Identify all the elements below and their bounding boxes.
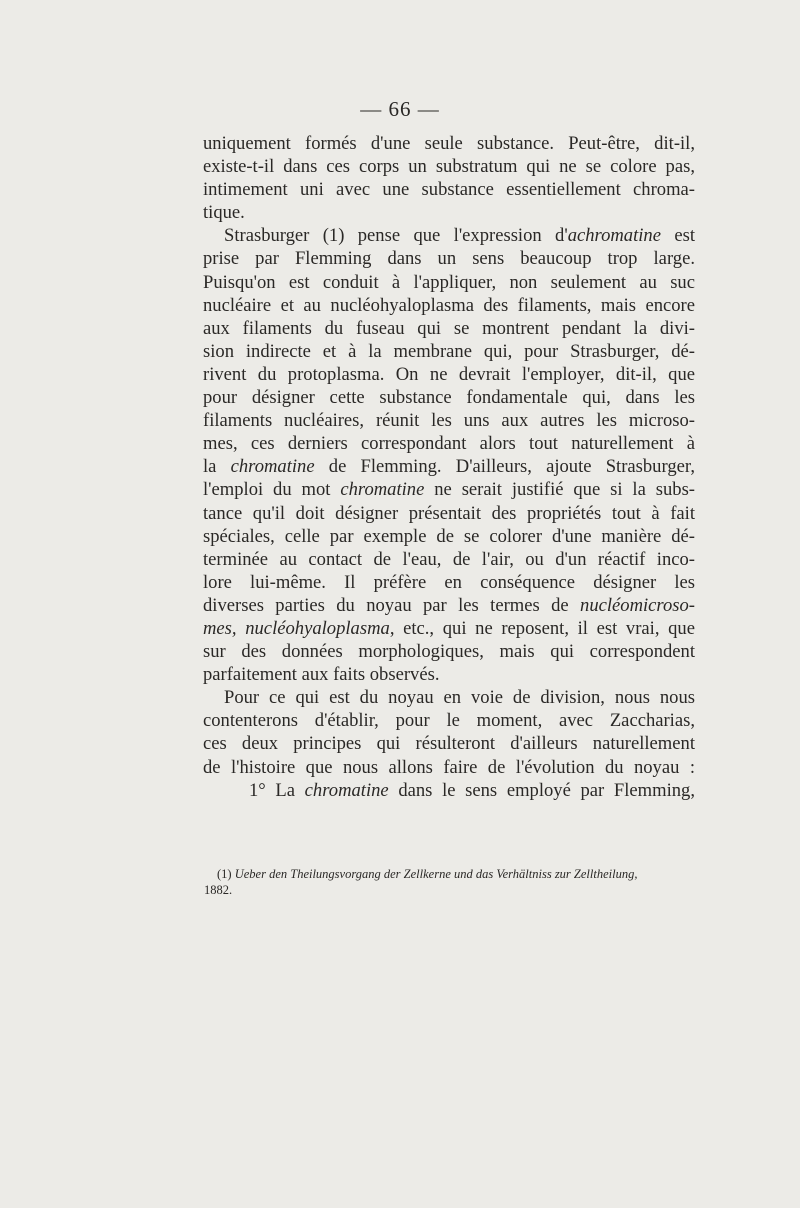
text-line: lore lui-même. Il préfère en conséquence désigner les: [203, 571, 695, 593]
text-line: sur des données morphologiques, mais qui correspondent: [203, 641, 695, 663]
text-line: 1° La chromatine dans le sens employé par Flemming,: [249, 779, 696, 801]
italic-term: chromatine: [304, 779, 389, 801]
text-line: parfaitement aux faits observés.: [203, 664, 440, 686]
footnote-year: 1882.: [204, 883, 233, 897]
text-line: ces deux principes qui résulteront d'ailleurs naturellement: [203, 733, 695, 755]
paragraph-2: [203, 224, 695, 686]
text-line: filaments nucléaires, réunit les uns aux autres les microso-: [203, 410, 695, 432]
text-line: de l'histoire que nous allons faire de l'évolution du noyau :: [203, 756, 695, 778]
text-line: Strasburger (1) pense que l'expression d'achromatine est: [224, 225, 695, 247]
italic-term: mes, nucléohyaloplasma: [203, 617, 390, 639]
text-line: pour désigner cette substance fondamentale qui, dans les: [203, 387, 695, 409]
italic-term: achromatine: [567, 225, 661, 247]
footnote-title: Ueber den Theilungsvorgang der Zellkerne und das Verhältniss zur Zelltheilung,: [234, 867, 638, 881]
text-line: intimement uni avec une substance essentiellement chroma-: [203, 179, 695, 201]
text-line: rivent du protoplasma. On ne devrait l'employer, dit-il, que: [203, 363, 695, 385]
text-line: aux filaments du fuseau qui se montrent pendant la divi-: [203, 317, 695, 339]
paragraph-3: [203, 686, 695, 801]
text-line: prise par Flemming dans un sens beaucoup trop large.: [203, 248, 695, 270]
text-line: sion indirecte et à la membrane qui, pour Strasburger, dé-: [203, 340, 695, 362]
text-line: terminée au contact de l'eau, de l'air, ou d'un réactif inco-: [203, 548, 695, 570]
text-line: spéciales, celle par exemple de se colorer d'une manière dé-: [203, 525, 695, 547]
italic-term: chromatine: [340, 479, 425, 501]
text-line: existe-t-il dans ces corps un substratum qui ne se colore pas,: [203, 156, 695, 178]
page-number: — 66 —: [360, 97, 440, 121]
footnote-line: [217, 866, 695, 882]
body-text: [203, 132, 695, 802]
italic-term: chromatine: [230, 456, 315, 478]
text-line: diverses parties du noyau par les termes de nucléomicroso-: [203, 594, 695, 616]
text-line: uniquement formés d'une seule substance. Peut-être, dit-il,: [203, 133, 695, 154]
paragraph-1: [203, 132, 695, 224]
footnote: [204, 866, 695, 898]
text-line: Pour ce qui est du noyau en voie de division, nous nous: [224, 687, 695, 709]
italic-term: nucléomicroso-: [580, 594, 695, 616]
text-line: Puisqu'on est conduit à l'appliquer, non seulement au suc: [203, 271, 695, 293]
text-line: tique.: [203, 202, 245, 224]
text-line: nucléaire et au nucléohyaloplasma des filaments, mais encore: [203, 294, 695, 316]
text-line: la chromatine de Flemming. D'ailleurs, ajoute Strasburger,: [203, 456, 695, 478]
text-line: mes, nucléohyaloplasma, etc., qui ne reposent, il est vrai, que: [203, 617, 695, 639]
footnote-marker: (1): [217, 867, 235, 881]
text-line: contenterons d'établir, pour le moment, avec Zaccharias,: [203, 710, 695, 732]
text-line: l'emploi du mot chromatine ne serait justifié que si la subs-: [203, 479, 695, 501]
text-line: tance qu'il doit désigner présentait des propriétés tout à fait: [203, 502, 695, 524]
text-line: mes, ces derniers correspondant alors tout naturellement à: [203, 433, 695, 455]
